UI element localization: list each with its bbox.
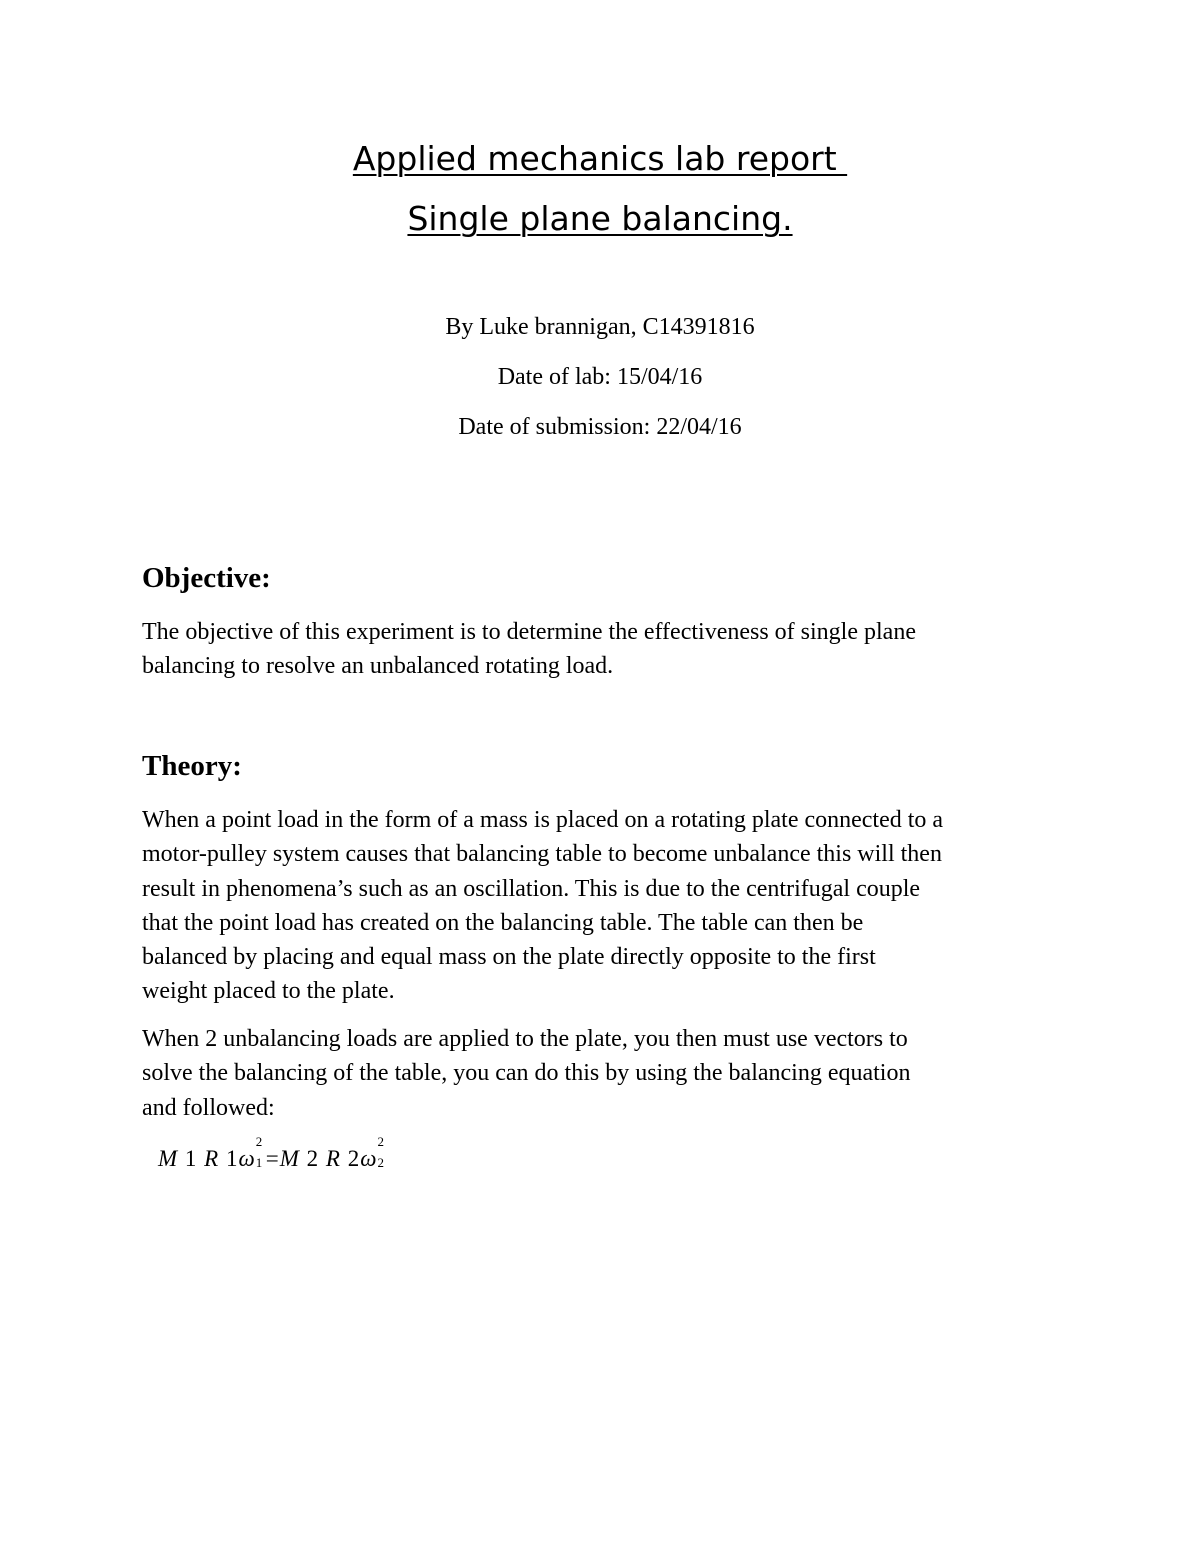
eq-rhs-mass-index: 2 <box>306 1146 320 1171</box>
balancing-equation <box>158 1134 387 1172</box>
eq-rhs-mass: M <box>279 1146 300 1171</box>
paragraph-line: When 2 unbalancing loads are applied to the plate, you then must use vectors to <box>142 1026 908 1052</box>
objective-heading: Objective: <box>142 562 271 594</box>
eq-rhs-omega-sub: 2 <box>377 1155 385 1170</box>
date-of-submission: Date of submission: 22/04/16 <box>458 414 742 440</box>
report-subtitle: Single plane balancing. <box>407 199 793 238</box>
eq-lhs-radius: R <box>204 1146 220 1171</box>
paragraph-line: The objective of this experiment is to determine the effectiveness of single plane <box>142 619 916 645</box>
paragraph-line: weight placed to the plate. <box>142 978 395 1005</box>
eq-lhs-omega-sup: 2 <box>255 1134 264 1149</box>
theory-heading: Theory: <box>142 750 242 782</box>
paragraph-line: that the point load has created on the balancing table. The table can then be <box>142 909 864 936</box>
date-of-lab: Date of lab: 15/04/16 <box>497 364 703 390</box>
eq-lhs-mass-index: 1 <box>184 1146 198 1171</box>
eq-equals: = <box>265 1146 280 1171</box>
paragraph-line: result in phenomena’s such as an oscillation. This is due to the centrifugal couple <box>142 875 921 902</box>
eq-lhs-radius-index: 1 <box>225 1146 239 1171</box>
report-title: Applied mechanics lab report <box>352 139 848 178</box>
eq-rhs-omega-sup: 2 <box>377 1134 385 1149</box>
author-line: By Luke brannigan, C14391816 <box>445 314 755 340</box>
theory-paragraph-2 <box>142 1022 1082 1125</box>
eq-rhs-omega-scripts <box>377 1134 387 1170</box>
paragraph-line: motor-pulley system causes that balancing table to become unbalance this will then <box>142 841 942 868</box>
paragraph-line: When a point load in the form of a mass is placed on a rotating plate connected to a <box>142 807 944 833</box>
paragraph-line: balanced by placing and equal mass on the plate directly opposite to the first <box>142 944 876 971</box>
eq-lhs-mass: M <box>158 1146 179 1171</box>
paragraph-line: balancing to resolve an unbalanced rotating load. <box>142 653 614 680</box>
theory-paragraph-1 <box>142 803 1082 1009</box>
eq-rhs-radius-index: 2 <box>347 1146 361 1171</box>
eq-rhs-radius: R <box>325 1146 341 1171</box>
objective-paragraph <box>142 615 1082 684</box>
eq-lhs-omega: ω <box>238 1146 256 1171</box>
paragraph-line: solve the balancing of the table, you can do this by using the balancing equation <box>142 1060 911 1087</box>
eq-lhs-omega-sub: 1 <box>255 1155 264 1170</box>
eq-rhs-omega: ω <box>360 1146 378 1171</box>
paragraph-line: and followed: <box>142 1094 275 1121</box>
eq-lhs-omega-scripts <box>255 1134 266 1170</box>
